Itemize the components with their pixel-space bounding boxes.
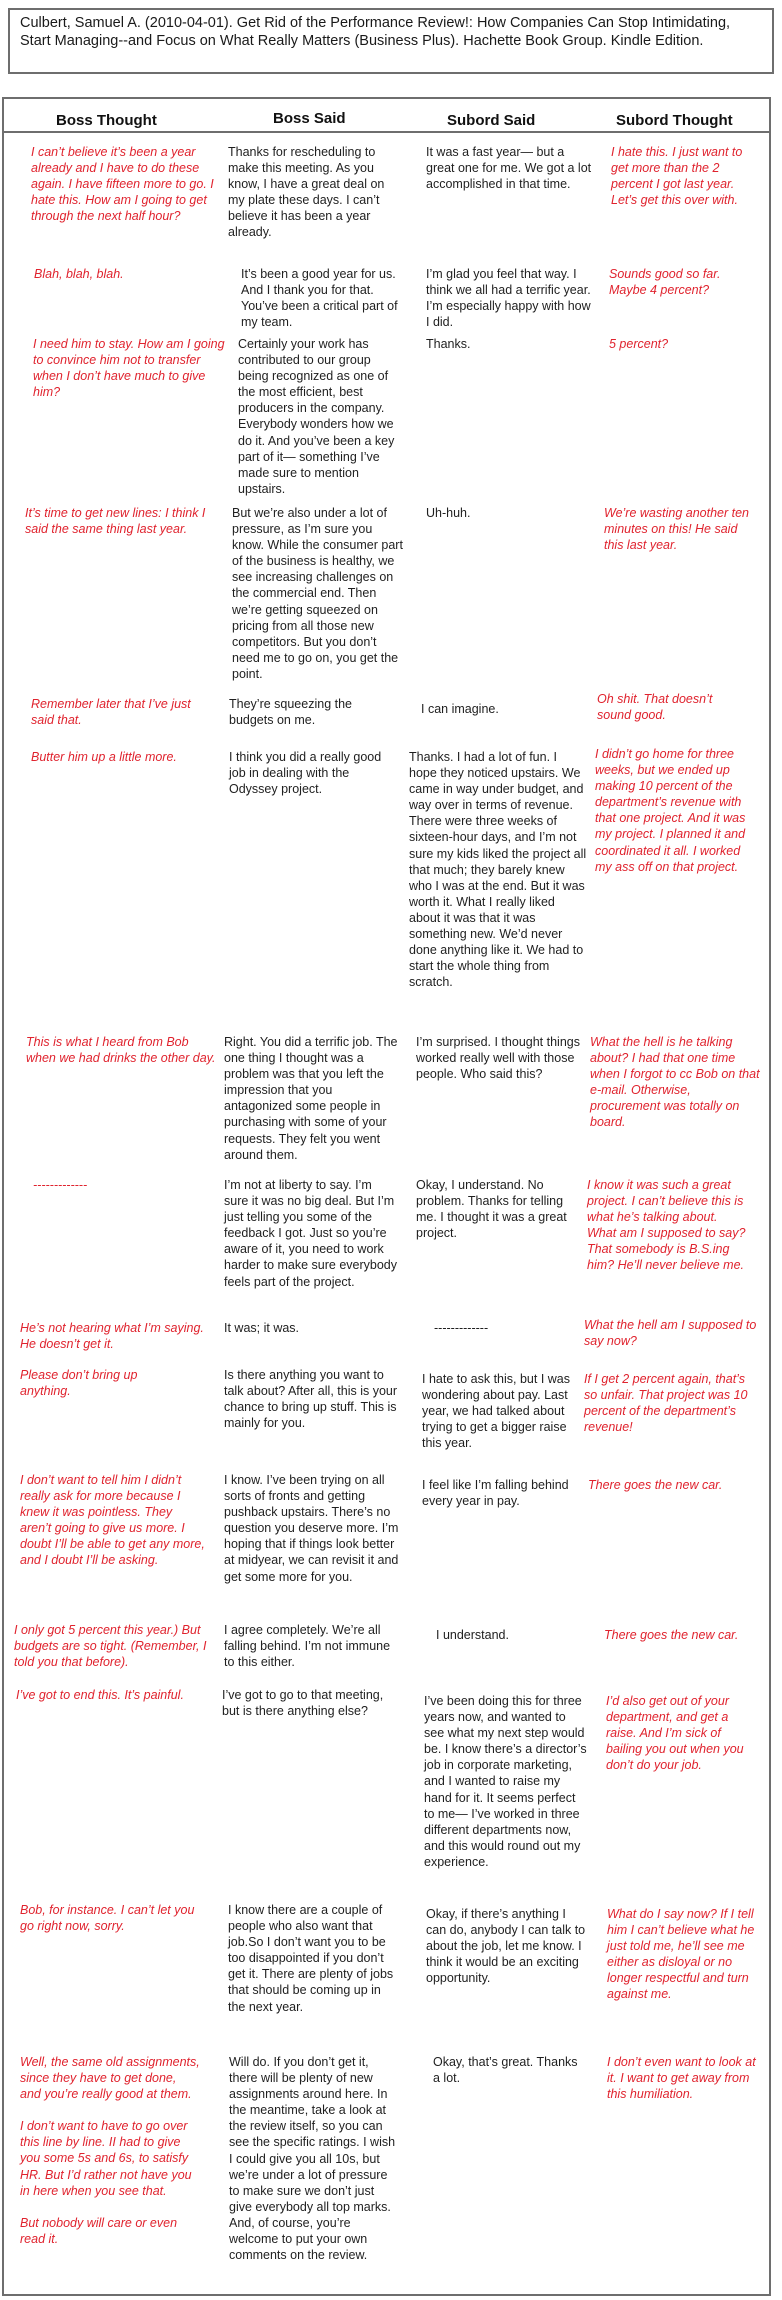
boss-thought-cell: I’ve got to end this. It’s painful. (16, 1688, 184, 1702)
boss-said-cell: Will do. If you don’t get it, there will be plenty of new assignments around here. In the meantime, take a look at the review itself, so you can see the specific ratings. I wish I could give you all 10s, but we’re under a lot of pressure to make sure we don’t just give everybody all top marks. And, of course, you’re welcome to put your own comments on the review. (229, 2055, 396, 2263)
boss-thought-cell: Please don’t bring up anything. (20, 1368, 138, 1399)
boss-said-cell: I’m not at liberty to say. I’m sure it was no big deal. But I’m just telling you some of the feedback I got. Just so you’re aware of it, you need to work harder to make sure everybody feels part of the project. (224, 1178, 398, 1289)
boss-said-cell: Thanks for rescheduling to make this meeting. As you know, I have a great deal on my plate these days. I can’t believe it has been a year already. (228, 145, 385, 240)
dialogue-table (2, 97, 771, 2296)
boss-said-cell: Certainly your work has contributed to our group being recognized as one of the most efficient, best producers in the company. Everybody wonders how we do it. And you’ve been a key part of it— something I’ve made sure to mention upstairs. (238, 337, 395, 496)
boss-said-cell: It was; it was. (224, 1321, 300, 1335)
subord-thought-cell: I’d also get out of your department, and get a raise. And I’m sick of bailing you out when you don’t do your job. (606, 1694, 744, 1773)
subord-said-cell: I’m surprised. I thought things worked really well with those people. Who said this? (416, 1035, 580, 1082)
boss-thought-cell: I don’t want to tell him I didn’t really ask for more because I knew it was pointless. They aren’t going to give us more. I doubt I’ll be able to get any more, and I doubt I’ll be asking. (20, 1473, 205, 1568)
subord-said-cell: ------------- (434, 1321, 489, 1335)
subord-said-cell: Okay, if there’s anything I can do, anybody I can talk to about the job, let me know. I think it would be an exciting opportunity. (426, 1907, 586, 1986)
subord-thought-cell: I hate this. I just want to get more than the 2 percent I got last year. Let’s get this over with. (611, 145, 743, 208)
subord-said-cell: I’ve been doing this for three years now, and wanted to see what my next step would be. I know there’s a director’s job in corporate marketing, and I wanted to raise my hand for it. It seems perfect to me— I’ve worked in three different departments now, and this would round out my experience. (424, 1694, 587, 1869)
boss-thought-cell: Bob, for instance. I can’t let you go right now, sorry. (20, 1903, 195, 1934)
boss-thought-cell: It’s time to get new lines: I think I said the same thing last year. (25, 506, 206, 537)
subord-thought-cell: What do I say now? If I tell him I can’t believe what he just told me, he’ll see me either as disloyal or no longer respectful and turn against me. (607, 1907, 755, 2002)
subord-thought-cell: Sounds good so far. Maybe 4 percent? (609, 267, 721, 298)
subord-thought-cell: I didn’t go home for three weeks, but we ended up making 10 percent of the department’s revenue with that one project. And it was my project. I planned it and coordinated it all. I worked my ass off on that project. (595, 747, 746, 874)
header-boss-said: Boss Said (273, 110, 346, 127)
subord-thought-cell: There goes the new car. (604, 1628, 739, 1642)
boss-thought-cell: Butter him up a little more. (31, 750, 177, 764)
subord-said-cell: I can imagine. (421, 702, 499, 716)
subord-said-cell: Thanks. (426, 337, 471, 351)
header-boss-thought: Boss Thought (56, 112, 157, 129)
boss-thought-cell (20, 2054, 200, 2263)
subord-said-cell: I feel like I’m falling behind every year in pay. (422, 1478, 569, 1509)
boss-thought-cell: I only got 5 percent this year.) But budgets are so tight. (Remember, I told you that before). (14, 1623, 207, 1670)
subord-thought-cell: There goes the new car. (588, 1478, 723, 1492)
subord-said-cell: I’m glad you feel that way. I think we all had a terrific year. I’m especially happy with how I did. (426, 267, 591, 330)
table-header-row (4, 99, 769, 133)
header-subord-said: Subord Said (447, 112, 536, 129)
boss-said-cell: Is there anything you want to talk about? After all, this is your chance to bring up stuff. This is mainly for you. (224, 1368, 398, 1431)
subord-thought-cell: If I get 2 percent again, that’s so unfair. That project was 10 percent of the department’s revenue! (584, 1372, 748, 1435)
boss-thought-paragraph: I don’t want to have to go over this line by line. II had to give you some 5s and 6s, to satisfy HR. But I’d rather not have you in here when you see that. (20, 2119, 192, 2198)
subord-said-cell: I hate to ask this, but I was wondering about pay. Last year, we had talked about trying to get a bigger raise this year. (422, 1372, 570, 1451)
subord-thought-cell: 5 percent? (609, 337, 669, 351)
book-citation: Culbert, Samuel A. (2010-04-01). Get Rid of the Performance Review!: How Companies Can Stop Intimidating, Start Managing--and Focus on What Really Matters (Business Plus). Hachette Book Group. Kindle Edition. (8, 8, 774, 74)
boss-thought-cell: I need him to stay. How am I going to convince him not to transfer when I don’t have much to give him? (33, 337, 225, 400)
boss-said-cell: I think you did a really good job in dealing with the Odyssey project. (229, 750, 382, 797)
subord-thought-cell: I know it was such a great project. I can’t believe this is what he’s talking about. What am I supposed to say? That somebody is B.S.ing him? He’ll never believe me. (587, 1178, 746, 1273)
boss-said-cell: Right. You did a terrific job. The one thing I thought was a problem was that you left the impression that you antagonized some people in purchasing with some of your requests. They felt you went around them. (224, 1035, 398, 1162)
subord-thought-cell: Oh shit. That doesn’t sound good. (597, 692, 713, 723)
boss-thought-cell: ------------- (33, 1178, 88, 1192)
subord-said-cell: Okay, I understand. No problem. Thanks for telling me. I thought it was a great project. (416, 1178, 567, 1241)
boss-thought-cell: Blah, blah, blah. (34, 267, 124, 281)
boss-said-cell: They’re squeezing the budgets on me. (229, 697, 352, 728)
subord-thought-cell: What the hell is he talking about? I had that one time when I forgot to cc Bob on that e-mail. Otherwise, procurement was totally on board. (590, 1035, 760, 1130)
subord-said-cell: Thanks. I had a lot of fun. I hope they noticed upstairs. We came in way under budget, and way over in terms of revenue. There were three weeks of sixteen-hour days, and I’m not sure my kids liked the project all that much; they barely knew who I was at the end. But it was worth it. What I really liked about it was that it was something new. We’d never done anything like it. We had to start the whole thing from scratch. (409, 750, 587, 990)
boss-said-cell: I agree completely. We’re all falling behind. I’m not immune to this either. (224, 1623, 391, 1670)
header-subord-thought: Subord Thought (616, 112, 733, 129)
subord-said-cell: Uh-huh. (426, 506, 471, 520)
boss-said-cell: But we’re also under a lot of pressure, as I’m sure you know. While the consumer part of the business is healthy, we see increasing challenges on the commercial end. Then we’re getting squeezed on pricing from all those new competitors. But you don’t need me to go on, you get the point. (232, 506, 403, 681)
boss-said-cell: I know there are a couple of people who also want that job.So I don’t want you to be too disappointed if you don’t get it. There are plenty of jobs that should be coming up in the next year. (228, 1903, 394, 2014)
boss-thought-cell: This is what I heard from Bob when we had drinks the other day. (26, 1035, 216, 1066)
subord-thought-cell: What the hell am I supposed to say now? (584, 1318, 757, 1349)
boss-said-cell: I know. I’ve been trying on all sorts of fronts and getting pushback upstairs. There’s no question you deserve more. I’m hoping that if things look better at midyear, we can revisit it and get some more for you. (224, 1473, 399, 1584)
boss-said-cell: I’ve got to go to that meeting, but is there anything else? (222, 1688, 384, 1719)
subord-thought-cell: We’re wasting another ten minutes on this! He said this last year. (604, 506, 749, 553)
subord-said-cell: Okay, that’s great. Thanks a lot. (433, 2055, 578, 2086)
boss-thought-paragraph: But nobody will care or even read it. (20, 2215, 178, 2246)
subord-said-cell: I understand. (436, 1628, 509, 1642)
subord-said-cell: It was a fast year— but a great one for me. We got a lot accomplished in that time. (426, 145, 592, 192)
boss-thought-cell: I can’t believe it’s been a year already and I have to do these again. I have fifteen more to go. I hate this. How am I going to get through the next half hour? (31, 145, 214, 224)
subord-thought-cell: I don’t even want to look at it. I want to get away from this humiliation. (607, 2055, 756, 2102)
boss-thought-paragraph: Well, the same old assignments, since they have to get done, and you’re really good at them. (20, 2055, 200, 2102)
boss-said-cell: It’s been a good year for us. And I thank you for that. You’ve been a critical part of my team. (241, 267, 398, 330)
boss-thought-cell: He’s not hearing what I’m saying. He doesn’t get it. (20, 1321, 204, 1352)
boss-thought-cell: Remember later that I’ve just said that. (31, 697, 191, 728)
